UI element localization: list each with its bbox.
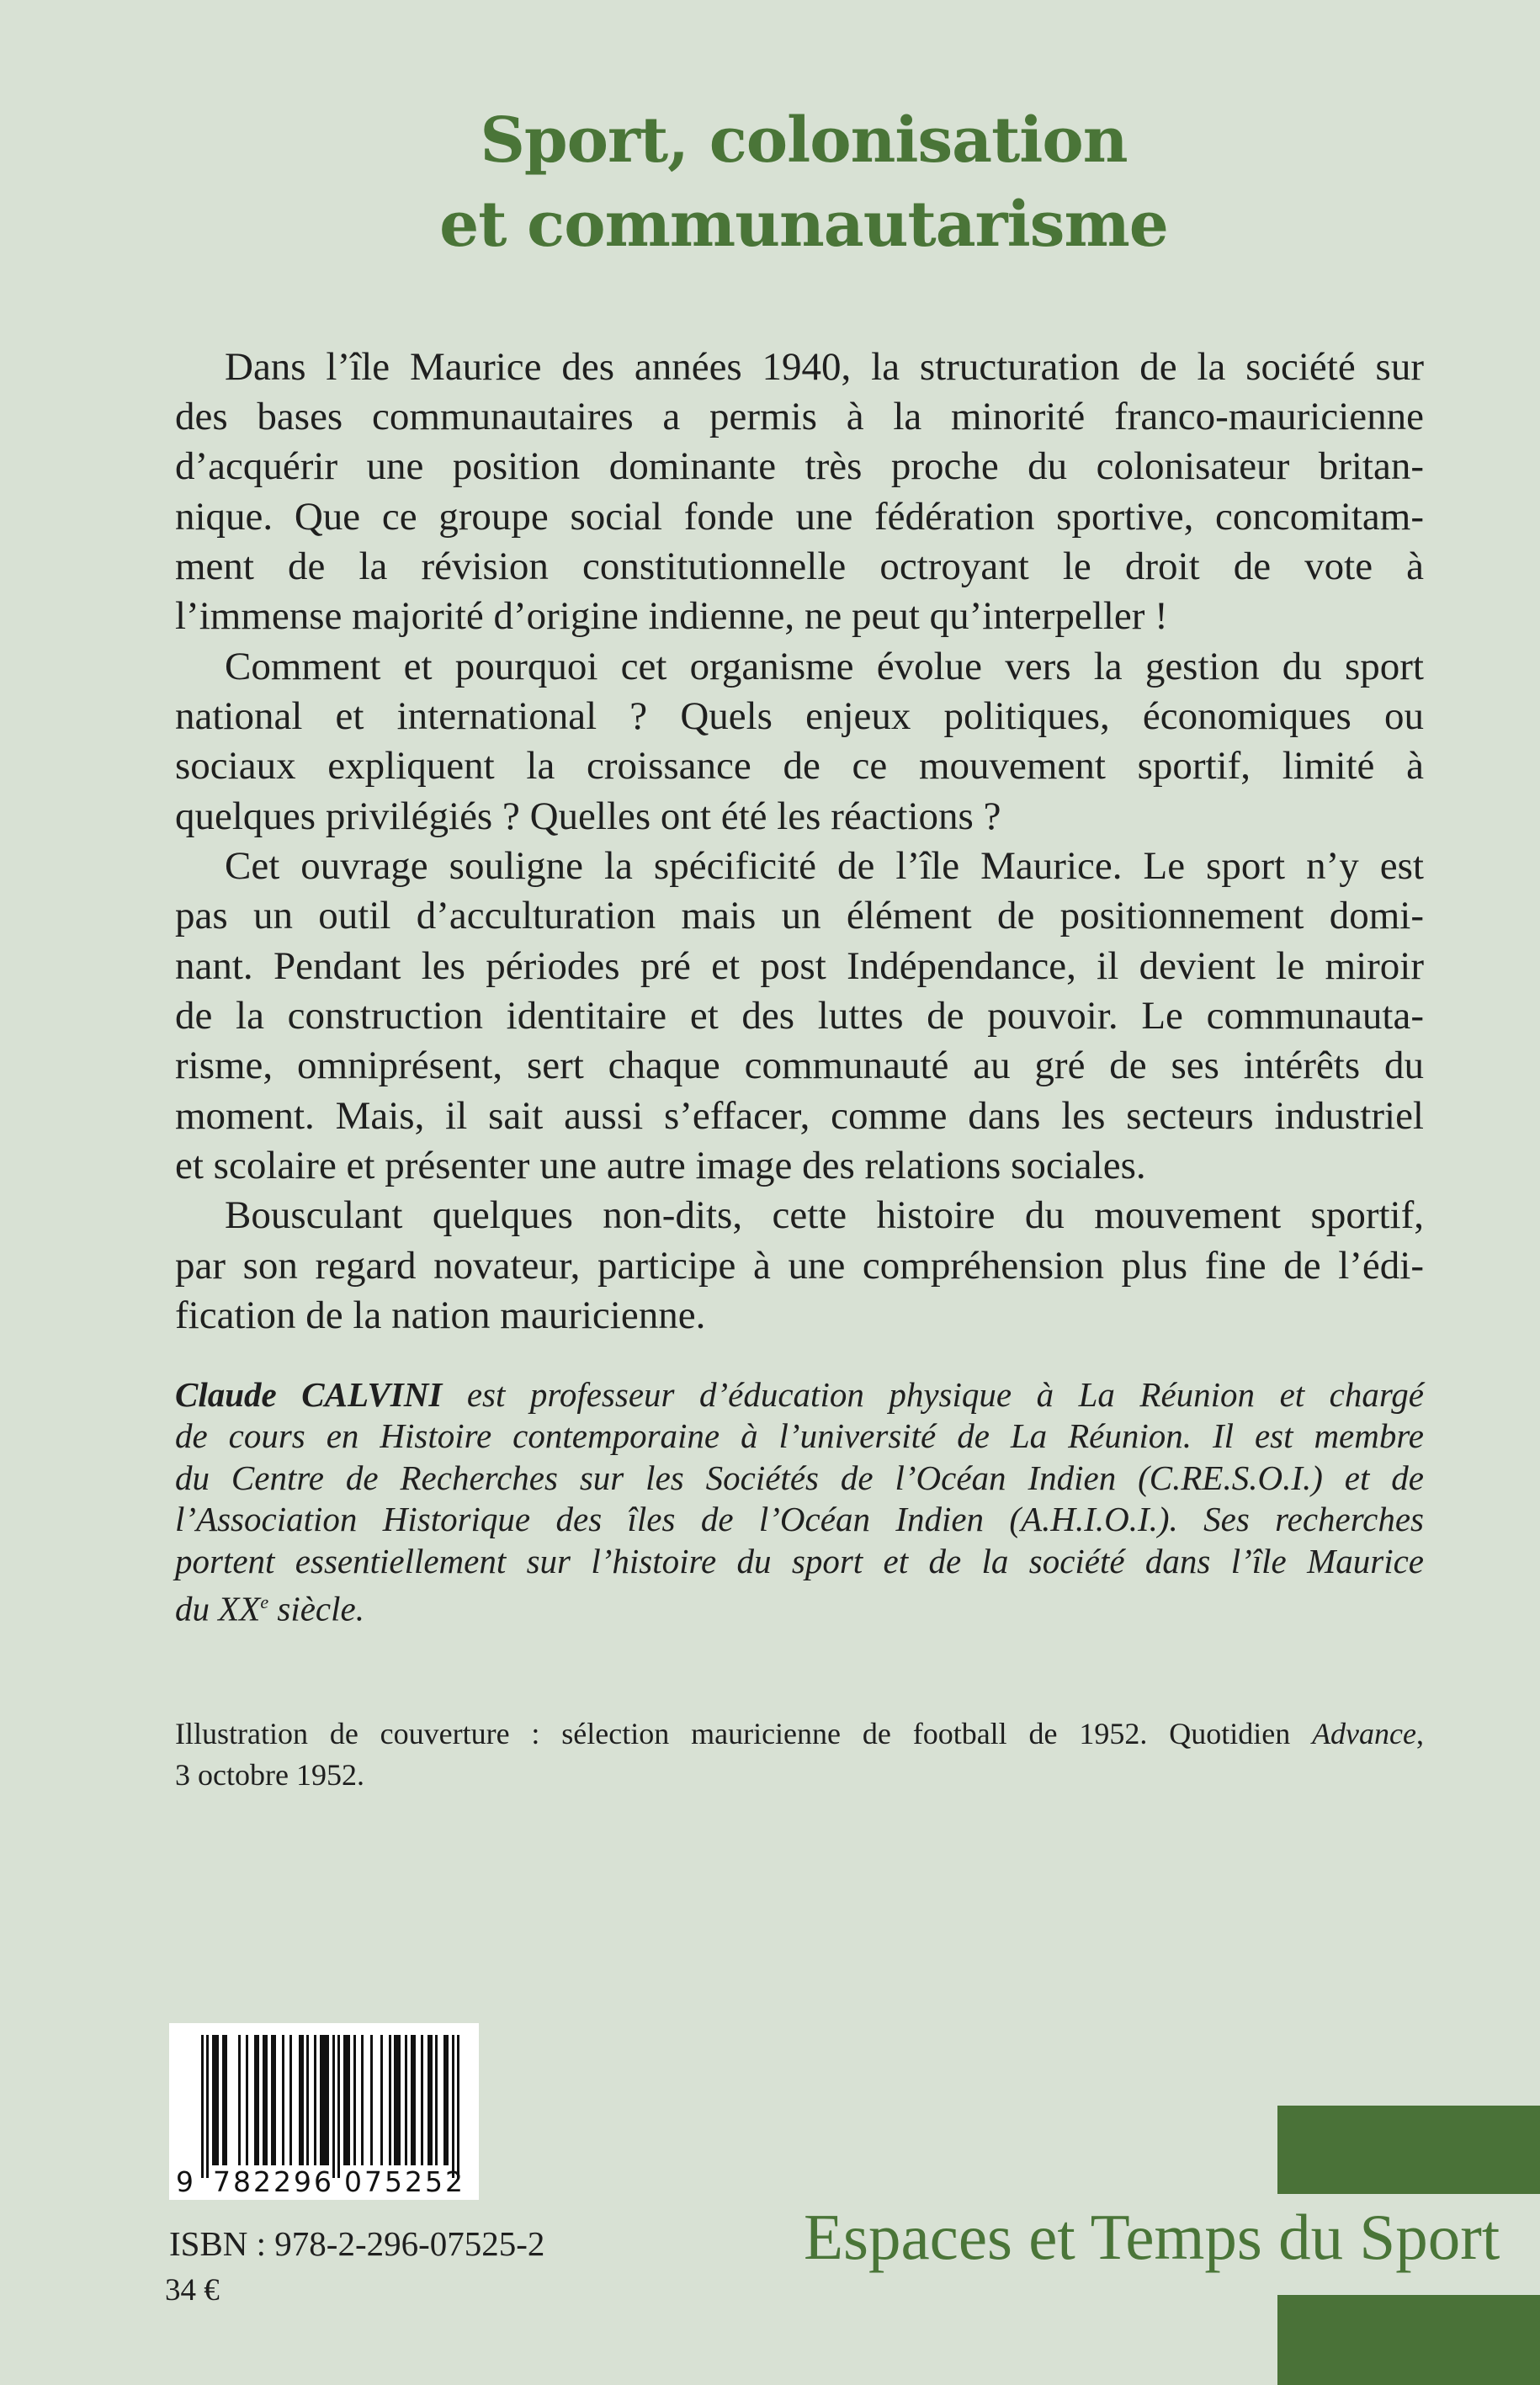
book-title-line-1: Sport, colonisation: [480, 104, 1128, 177]
series-color-block-top: [1277, 2106, 1540, 2194]
blurb-line: fication de la nation mauricienne.: [175, 1293, 706, 1337]
bio-line: du XXe siècle.: [175, 1589, 364, 1628]
blurb-line: ment de la révision constitutionnelle octroyant le droit de vote à: [175, 544, 1424, 588]
barcode-digits-right: 075252: [344, 2165, 465, 2198]
barcode-digits-left: 782296: [213, 2165, 334, 2198]
isbn-number: ISBN : 978-2-296-07525-2: [169, 2224, 545, 2263]
caption-line: Illustration de couverture : sélection mauricienne de football de 1952. Quotidien Advance,: [175, 1717, 1424, 1750]
bio-line: de cours en Histoire contemporaine à l’université de La Réunion. Il est membre: [175, 1416, 1424, 1455]
series-name: Espaces et Temps du Sport: [804, 2201, 1500, 2273]
blurb-line: de la construction identitaire et des luttes de pouvoir. Le communauta-: [175, 994, 1424, 1038]
bio-line: portent essentiellement sur l’histoire du sport et de la société dans l’île Maurice: [175, 1542, 1424, 1580]
blurb-line: moment. Mais, il sait aussi s’effacer, comme dans les secteurs industriel: [175, 1094, 1424, 1138]
blurb-line: risme, omniprésent, sert chaque communauté au gré de ses intérêts du: [175, 1044, 1424, 1087]
book-title: [175, 98, 1432, 267]
blurb-line: pas un outil d’acculturation mais un élément de positionnement domi-: [175, 894, 1424, 938]
blurb-line: Cet ouvrage souligne la spécificité de l’île Maurice. Le sport n’y est: [225, 844, 1424, 888]
bio-line: Claude CALVINI est professeur d’éducation physique à La Réunion et chargé: [175, 1375, 1425, 1414]
series-color-block-bottom: [1277, 2295, 1540, 2385]
blurb-line: Comment et pourquoi cet organisme évolue vers la gestion du sport: [225, 645, 1424, 688]
blurb-line: et scolaire et présenter une autre image des relations sociales.: [175, 1144, 1146, 1187]
blurb-line: Dans l’île Maurice des années 1940, la structuration de la société sur: [225, 345, 1424, 389]
book-title-line-2: et communautarisme: [439, 189, 1168, 261]
bio-line: l’Association Historique des îles de l’Océan Indien (A.H.I.O.I.). Ses recherches: [175, 1500, 1424, 1538]
blurb-line: national et international ? Quels enjeux politiques, économiques ou: [175, 694, 1424, 738]
blurb-line: des bases communautaires a permis à la minorité franco-mauricienne: [175, 395, 1424, 438]
bio-line: du Centre de Recherches sur les Sociétés de l’Océan Indien (C.RE.S.O.I.) et de: [175, 1458, 1424, 1497]
isbn-barcode: [169, 2023, 479, 2200]
newspaper-name: Advance: [1312, 1717, 1416, 1750]
blurb-line: l’immense majorité d’origine indienne, ne peut qu’interpeller !: [175, 594, 1168, 638]
blurb-line: quelques privilégiés ? Quelles ont été les réactions ?: [175, 794, 1001, 838]
barcode-digit-first: 9: [176, 2165, 194, 2198]
blurb-line: sociaux expliquent la croissance de ce mouvement sportif, limité à: [175, 744, 1424, 788]
blurb-line: Bousculant quelques non-dits, cette histoire du mouvement sportif,: [225, 1193, 1424, 1237]
blurb-line: nique. Que ce groupe social fonde une fédération sportive, concomitam-: [175, 495, 1424, 539]
caption-line: 3 octobre 1952.: [175, 1758, 364, 1792]
price: 34 €: [165, 2273, 220, 2308]
blurb-line: nant. Pendant les périodes pré et post Indépendance, il devient le miroir: [175, 944, 1424, 988]
blurb-line: d’acquérir une position dominante très proche du colonisateur britan-: [175, 444, 1424, 488]
author-name: Claude CALVINI: [175, 1375, 443, 1414]
blurb-line: par son regard novateur, participe à une compréhension plus fine de l’édi-: [175, 1244, 1424, 1288]
